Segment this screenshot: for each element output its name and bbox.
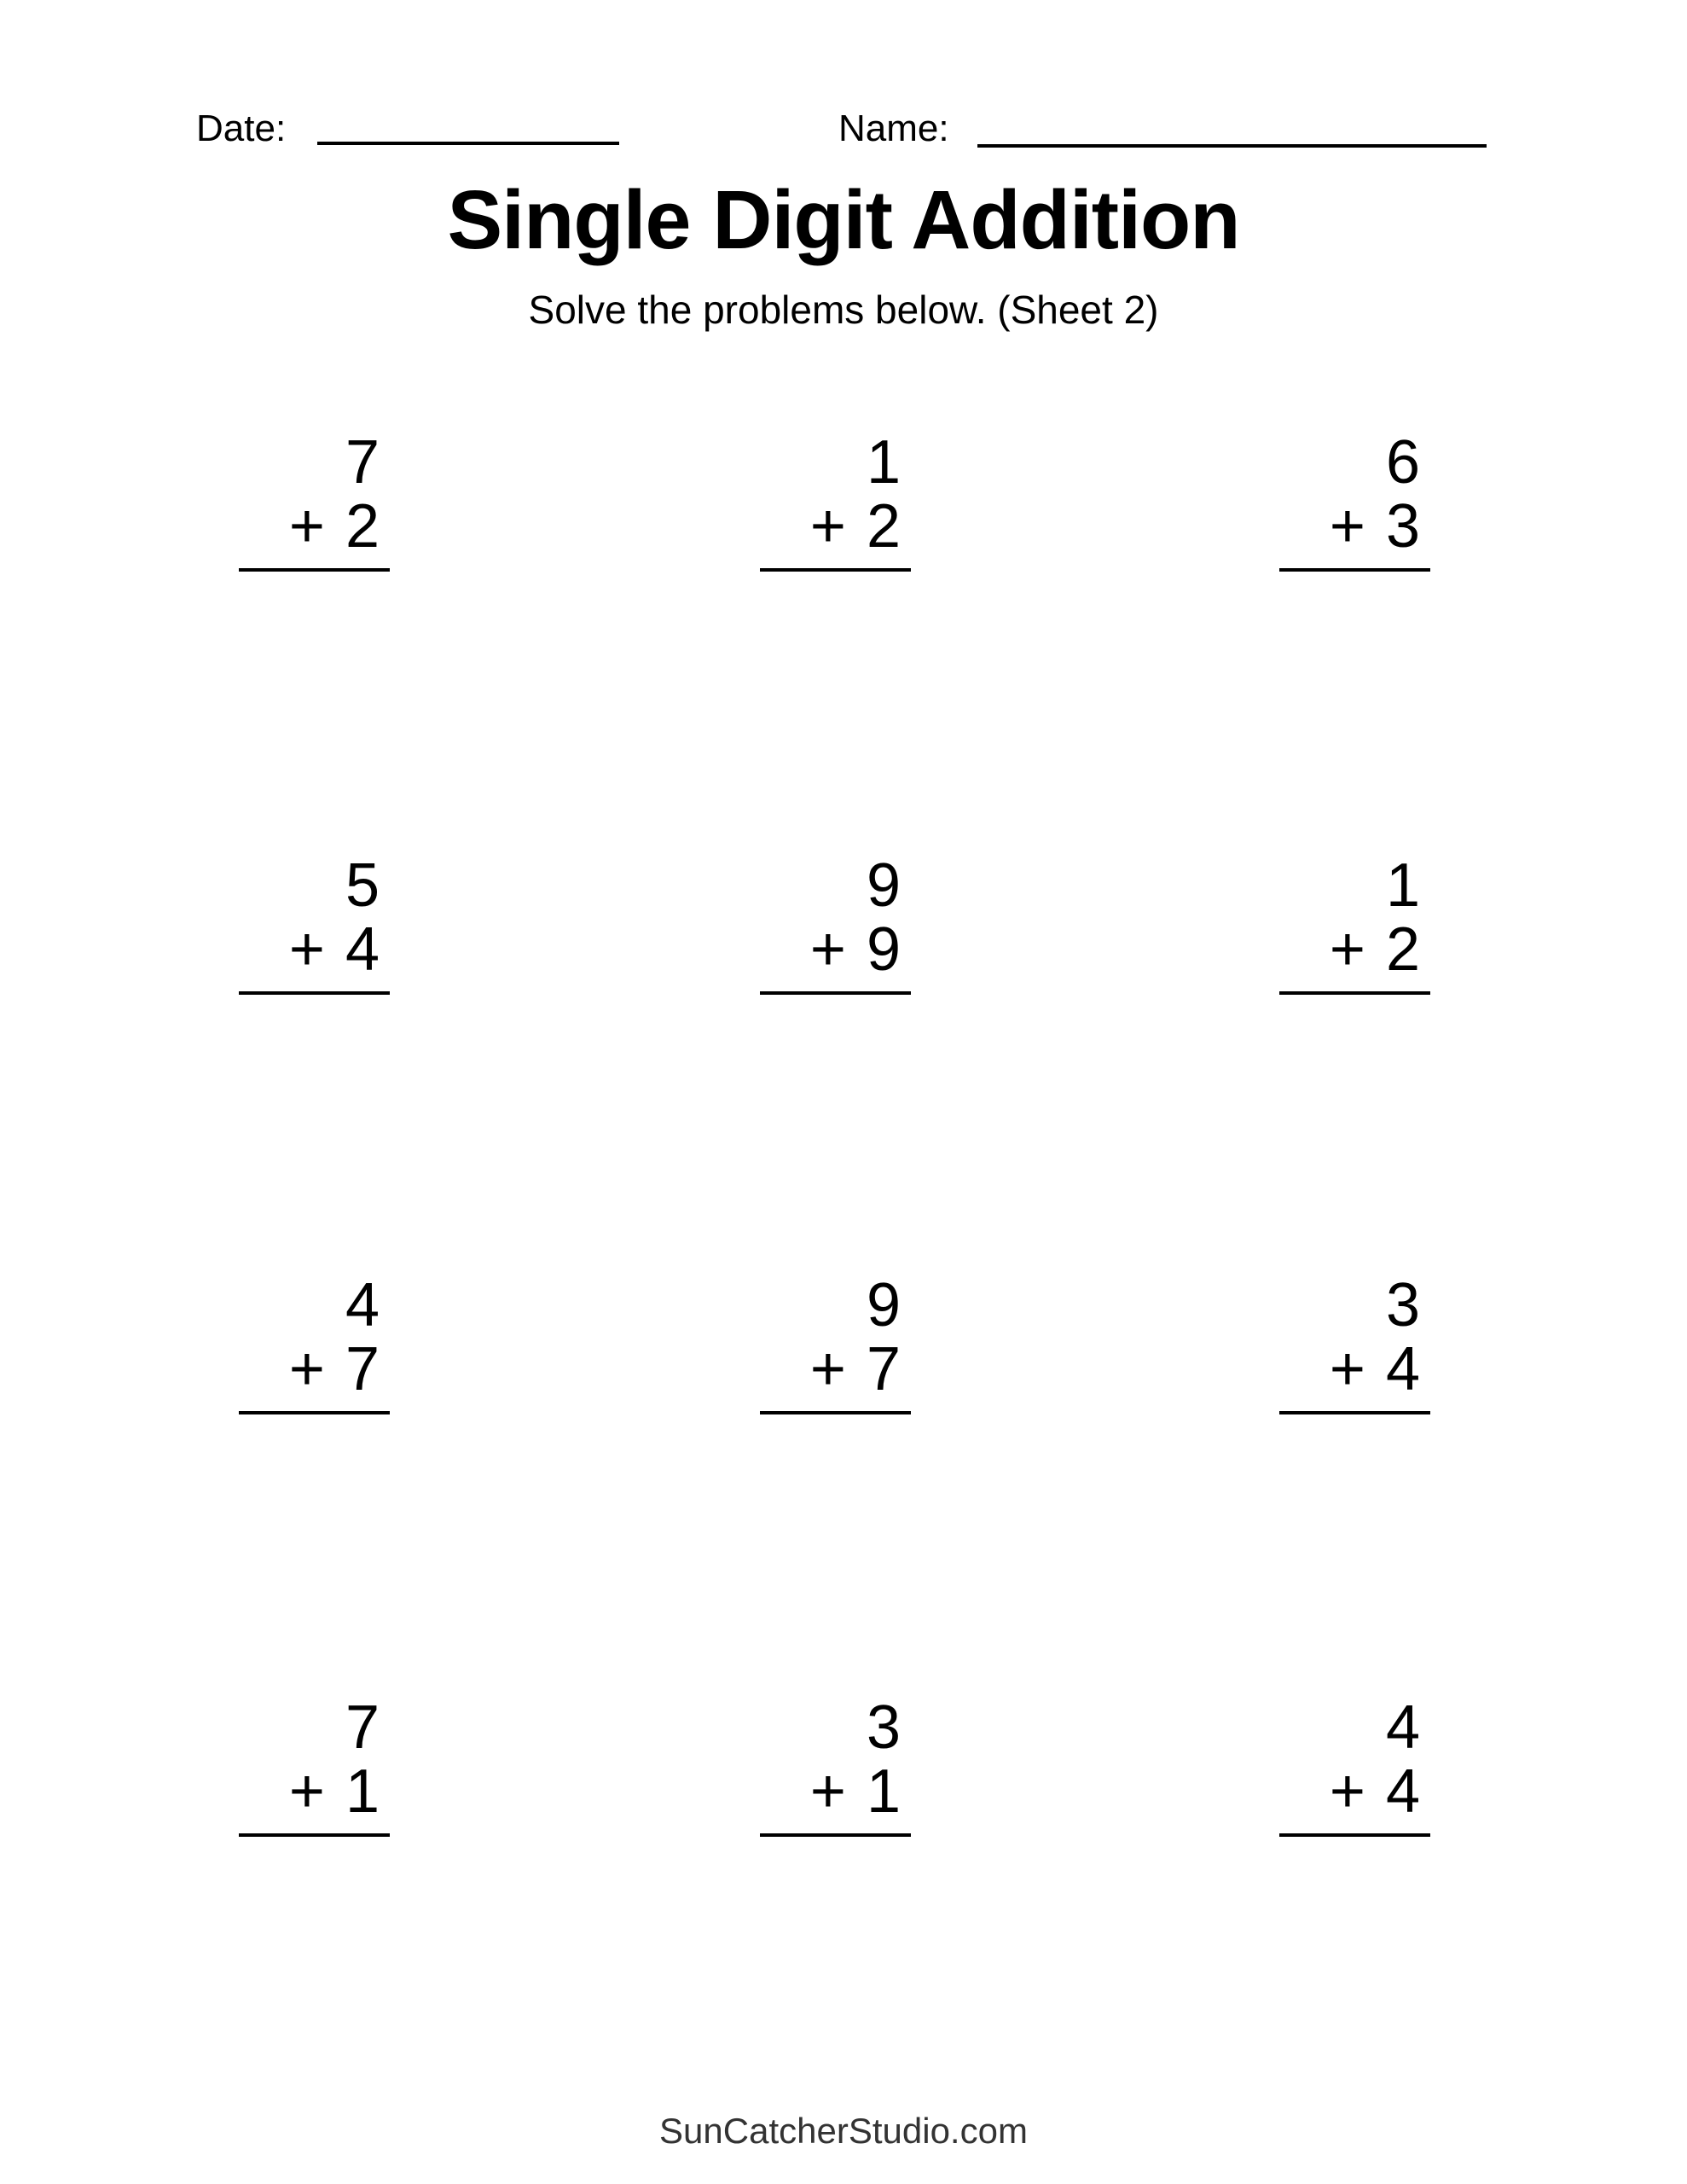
name-blank-line[interactable] (977, 144, 1487, 148)
plus-operator: + (288, 915, 325, 984)
addition-problem (1279, 428, 1430, 572)
answer-blank-line[interactable] (760, 1833, 911, 1837)
answer-blank-line[interactable] (239, 568, 390, 572)
answer-blank-line[interactable] (760, 991, 911, 995)
top-addend: 1 (866, 428, 901, 497)
addition-problem (1279, 1271, 1430, 1414)
addition-problem (239, 428, 390, 572)
bottom-addend: 2 (1385, 915, 1420, 984)
bottom-addend: 9 (866, 915, 901, 984)
answer-blank-line[interactable] (239, 991, 390, 995)
name-label: Name: (838, 107, 949, 149)
answer-blank-line[interactable] (1279, 991, 1430, 995)
top-addend: 5 (345, 851, 380, 920)
worksheet-instructions: Solve the problems below. (Sheet 2) (528, 288, 1159, 332)
bottom-addend: 4 (345, 915, 380, 984)
plus-operator: + (809, 492, 846, 561)
bottom-addend: 7 (866, 1335, 901, 1403)
top-addend: 3 (1385, 1271, 1420, 1339)
bottom-addend: 7 (345, 1335, 380, 1403)
addition-problem (760, 1271, 911, 1414)
addition-problem (239, 851, 390, 995)
top-addend: 9 (866, 851, 901, 920)
top-addend: 1 (1385, 851, 1420, 920)
top-addend: 4 (345, 1271, 380, 1339)
addition-problem (239, 1693, 390, 1837)
plus-operator: + (1329, 1757, 1365, 1826)
bottom-addend: 4 (1385, 1757, 1420, 1826)
addition-problem (1279, 851, 1430, 995)
top-addend: 3 (866, 1693, 901, 1762)
addition-problem (760, 1693, 911, 1837)
date-blank-line[interactable] (317, 142, 619, 145)
worksheet-title: Single Digit Addition (447, 173, 1240, 266)
bottom-addend: 3 (1385, 492, 1420, 561)
plus-operator: + (288, 492, 325, 561)
addition-problem (239, 1271, 390, 1414)
answer-blank-line[interactable] (239, 1833, 390, 1837)
answer-blank-line[interactable] (1279, 568, 1430, 572)
answer-blank-line[interactable] (760, 1411, 911, 1414)
top-addend: 9 (866, 1271, 901, 1339)
plus-operator: + (288, 1757, 325, 1826)
plus-operator: + (288, 1335, 325, 1403)
footer-credit: SunCatcherStudio.com (659, 2111, 1028, 2151)
top-addend: 4 (1385, 1693, 1420, 1762)
top-addend: 7 (345, 1693, 380, 1762)
top-addend: 7 (345, 428, 380, 497)
plus-operator: + (1329, 492, 1365, 561)
addition-problem (760, 428, 911, 572)
plus-operator: + (1329, 1335, 1365, 1403)
plus-operator: + (809, 1757, 846, 1826)
bottom-addend: 4 (1385, 1335, 1420, 1403)
bottom-addend: 1 (866, 1757, 901, 1826)
bottom-addend: 1 (345, 1757, 380, 1826)
bottom-addend: 2 (866, 492, 901, 561)
top-addend: 6 (1385, 428, 1420, 497)
plus-operator: + (1329, 915, 1365, 984)
addition-problem (760, 851, 911, 995)
answer-blank-line[interactable] (1279, 1411, 1430, 1414)
bottom-addend: 2 (345, 492, 380, 561)
plus-operator: + (809, 915, 846, 984)
answer-blank-line[interactable] (760, 568, 911, 572)
date-label: Date: (196, 107, 287, 149)
answer-blank-line[interactable] (239, 1411, 390, 1414)
plus-operator: + (809, 1335, 846, 1403)
answer-blank-line[interactable] (1279, 1833, 1430, 1837)
addition-problem (1279, 1693, 1430, 1837)
